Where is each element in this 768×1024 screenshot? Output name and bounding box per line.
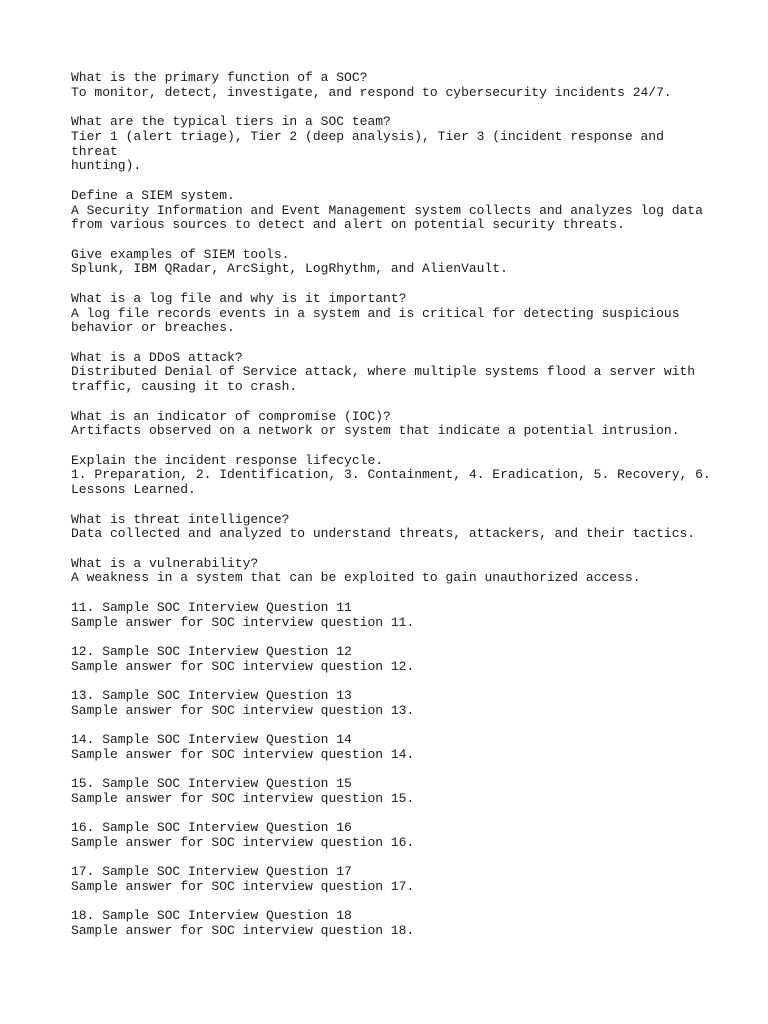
question-text: What is a DDoS attack? <box>71 349 243 365</box>
qa-item <box>71 513 711 543</box>
qa-item <box>71 821 711 851</box>
document-page <box>71 71 711 953</box>
question-text: 16. Sample SOC Interview Question 16 <box>71 820 352 836</box>
answer-text: Artifacts observed on a network or system that indicate a potential intrusion. <box>71 423 680 439</box>
question-text: What is an indicator of compromise (IOC)? <box>71 408 391 424</box>
question-text: What is a log file and why is it important? <box>71 290 407 306</box>
qa-item <box>71 557 711 587</box>
question-text: 17. Sample SOC Interview Question 17 <box>71 864 352 880</box>
question-text: What is the primary function of a SOC? <box>71 70 368 85</box>
qa-item <box>71 601 711 631</box>
question-text: 11. Sample SOC Interview Question 11 <box>71 599 352 615</box>
question-text: What is threat intelligence? <box>71 511 290 527</box>
qa-item <box>71 115 711 174</box>
qa-item <box>71 909 711 939</box>
question-text: 14. Sample SOC Interview Question 14 <box>71 732 352 747</box>
answer-text: Sample answer for SOC interview question 16. <box>71 834 415 850</box>
qa-item <box>71 189 711 233</box>
question-text: 15. Sample SOC Interview Question 15 <box>71 776 352 792</box>
answer-text: Sample answer for SOC interview question 12. <box>71 658 415 674</box>
answer-text: A Security Information and Event Management system collects and analyzes log data from various sources to detect and alert on potential security threats. <box>71 202 703 233</box>
question-text: 12. Sample SOC Interview Question 12 <box>71 643 352 659</box>
question-text: Define a SIEM system. <box>71 187 235 203</box>
answer-text: Splunk, IBM QRadar, ArcSight, LogRhythm, and AlienVault. <box>71 261 508 277</box>
answer-text: Data collected and analyzed to understand threats, attackers, and their tactics. <box>71 526 696 542</box>
answer-text: A weakness in a system that can be exploited to gain unauthorized access. <box>71 570 641 586</box>
answer-text: To monitor, detect, investigate, and respond to cybersecurity incidents 24/7. <box>71 84 672 100</box>
qa-item <box>71 645 711 675</box>
qa-item <box>71 777 711 807</box>
question-text: What is a vulnerability? <box>71 555 259 571</box>
qa-item <box>71 71 711 101</box>
qa-item <box>71 292 711 336</box>
question-text: 18. Sample SOC Interview Question 18 <box>71 908 352 924</box>
qa-item <box>71 410 711 440</box>
qa-item <box>71 865 711 895</box>
question-text: What are the typical tiers in a SOC team? <box>71 114 391 130</box>
question-text: Explain the incident response lifecycle. <box>71 452 384 468</box>
qa-item <box>71 454 711 498</box>
answer-text: Distributed Denial of Service attack, where multiple systems flood a server with traffic, causing it to crash. <box>71 364 696 395</box>
answer-text: Sample answer for SOC interview question 17. <box>71 879 415 895</box>
answer-text: Sample answer for SOC interview question 11. <box>71 614 415 630</box>
answer-text: 1. Preparation, 2. Identification, 3. Containment, 4. Eradication, 5. Recovery, 6. Lessons Learned. <box>71 467 711 498</box>
question-text: 13. Sample SOC Interview Question 13 <box>71 687 352 703</box>
question-text: Give examples of SIEM tools. <box>71 246 290 262</box>
answer-text: Sample answer for SOC interview question 13. <box>71 702 415 718</box>
qa-item <box>71 248 711 278</box>
qa-item <box>71 689 711 719</box>
qa-item <box>71 351 711 395</box>
qa-item <box>71 733 711 763</box>
answer-text: Tier 1 (alert triage), Tier 2 (deep analysis), Tier 3 (incident response and threat hunting). <box>71 128 664 174</box>
answer-text: Sample answer for SOC interview question 15. <box>71 790 415 806</box>
answer-text: Sample answer for SOC interview question 14. <box>71 746 415 762</box>
answer-text: Sample answer for SOC interview question 18. <box>71 923 415 939</box>
answer-text: A log file records events in a system and is critical for detecting suspicious behavior or breaches. <box>71 305 680 336</box>
